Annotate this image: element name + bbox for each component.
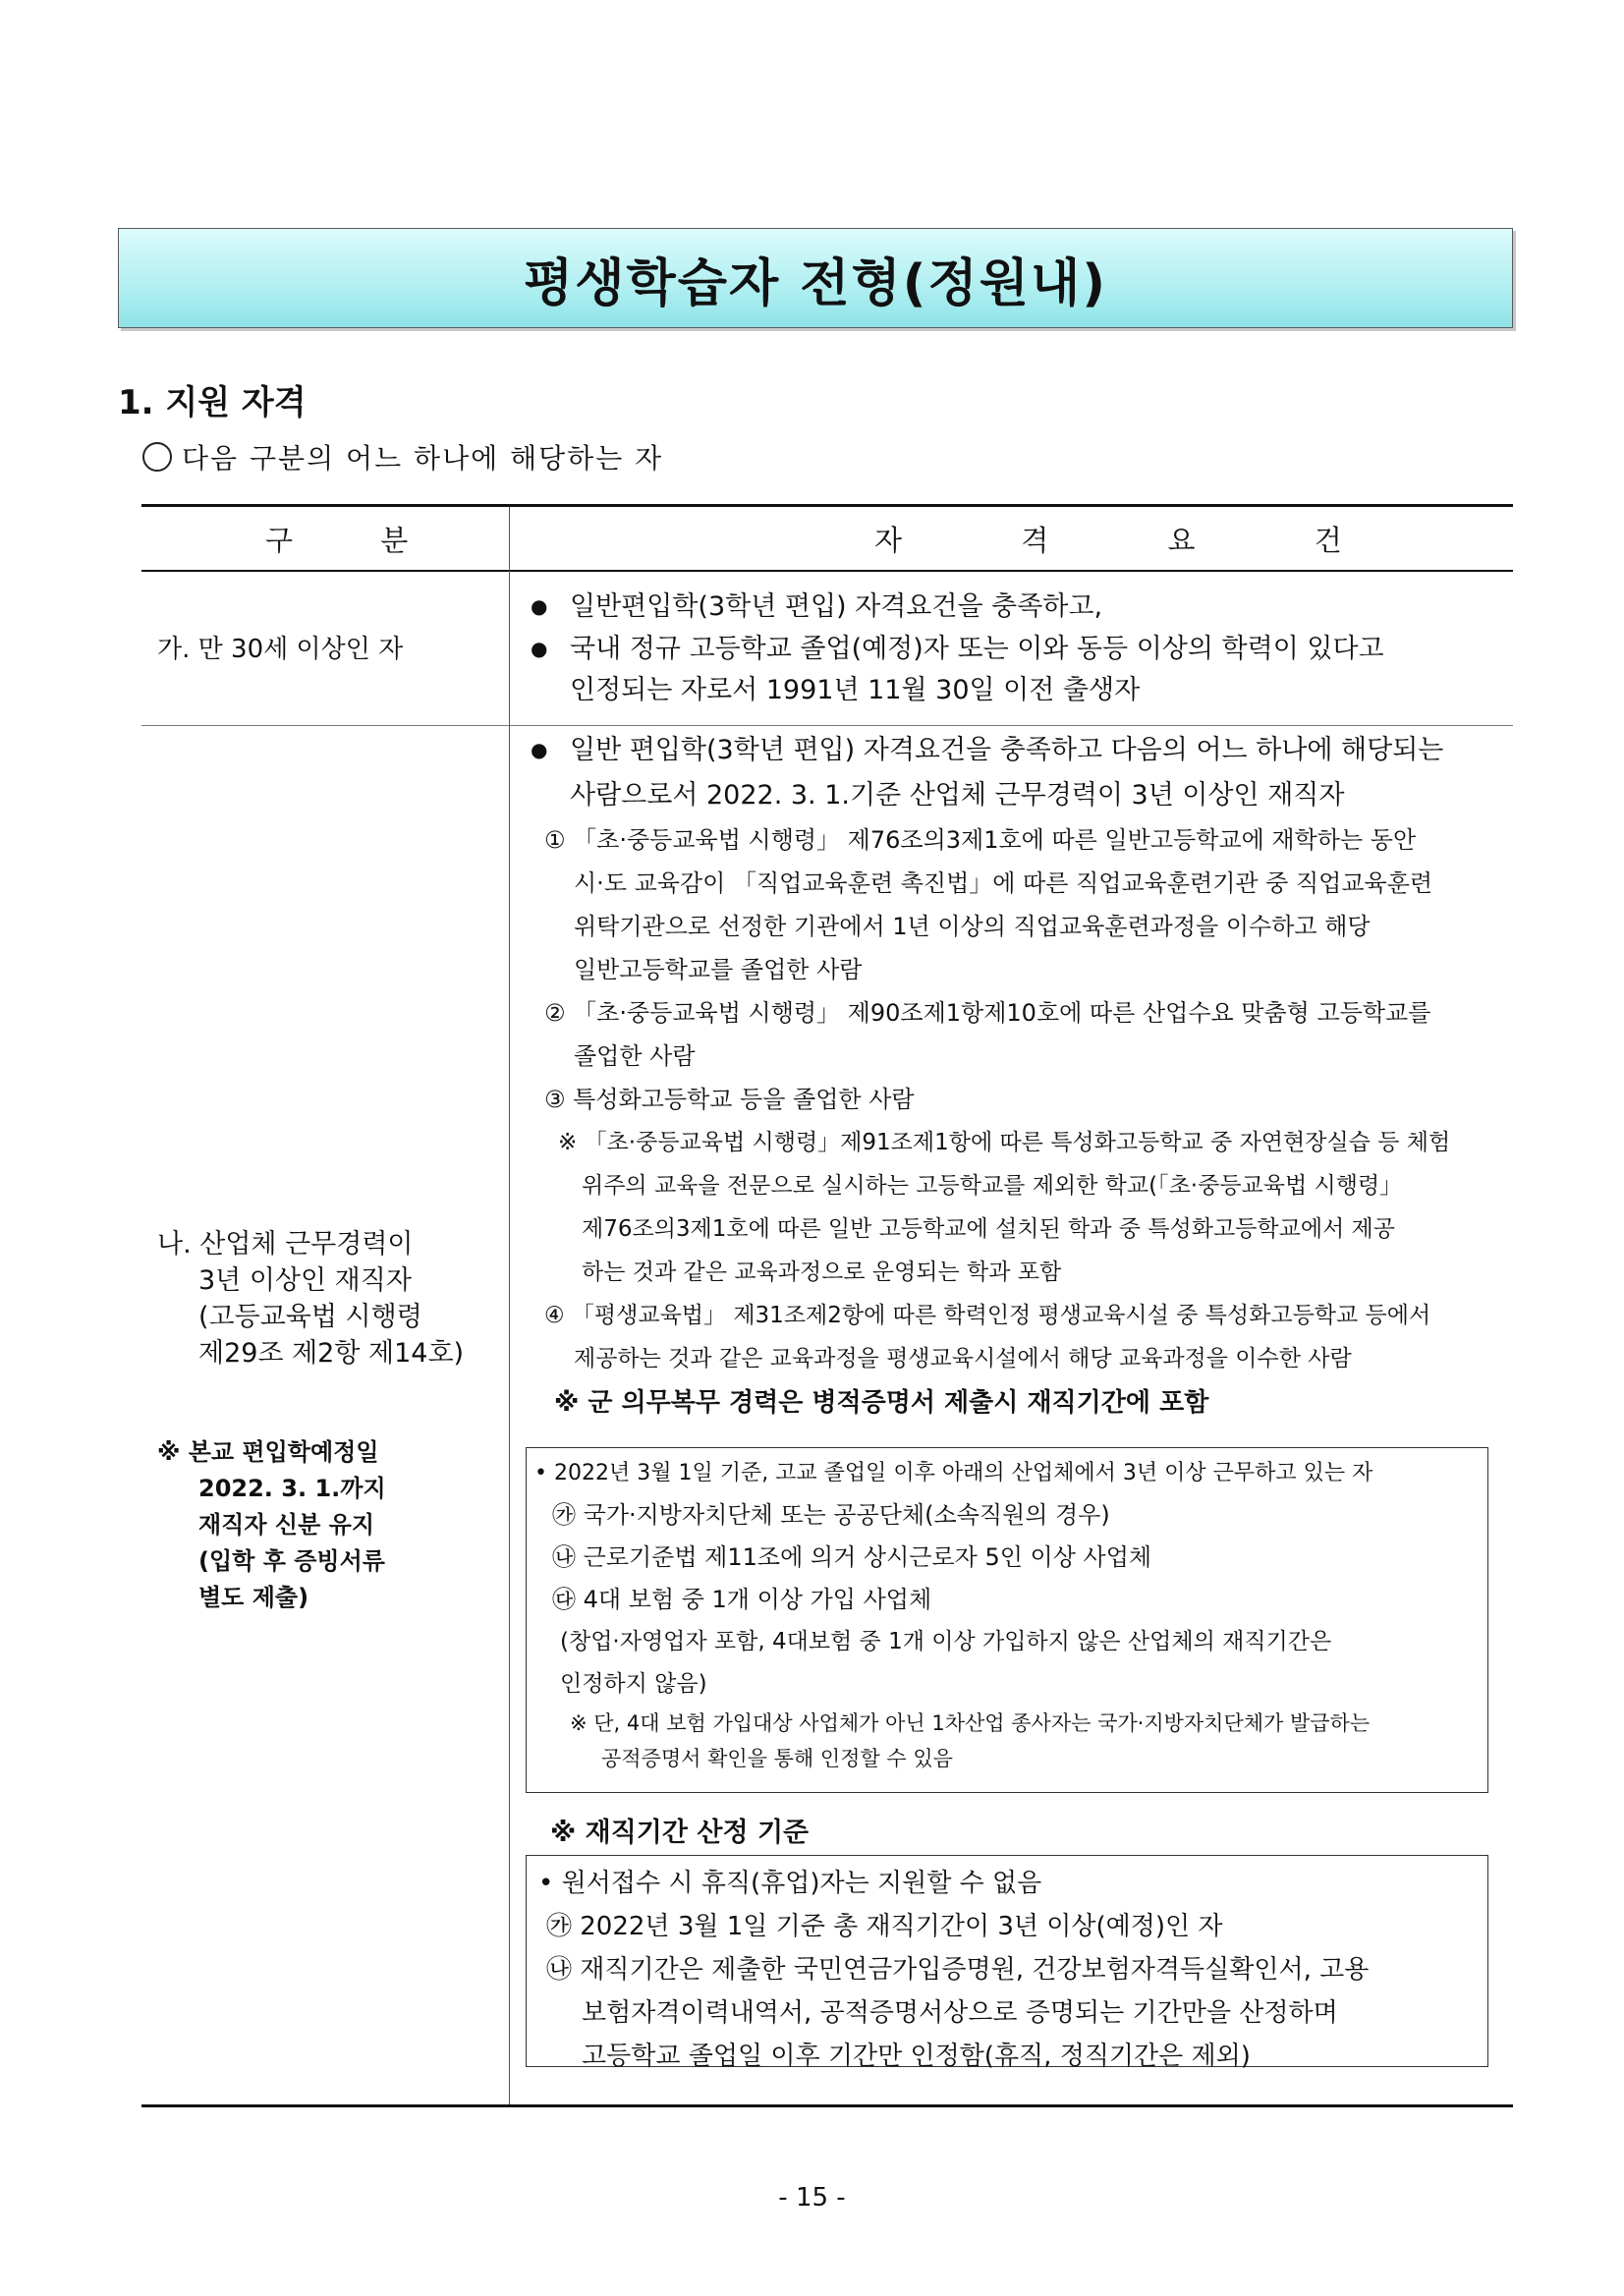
row2-label-line: 제29조 제2항 제14호) [198, 1338, 465, 1369]
row2-line: ● 일반 편입학(3학년 편입) 자격요건을 충족하고 다음의 어느 하나에 해당되는 [531, 727, 1503, 773]
row2-note-line: 2022. 3. 1.까지 [198, 1475, 386, 1502]
row2-note [157, 1434, 386, 1616]
header-requirements: 자 격 요 건 [874, 524, 1397, 557]
row2-note-line: (입학 후 증빙서류 [198, 1547, 385, 1575]
row2-line: 위주의 교육을 전문으로 실시하는 고등학교를 제외한 학교(「초·중등교육법 시행령」 [582, 1173, 1403, 1199]
box1-line: ㉰ 4대 보험 중 1개 이상 가입 사업체 [552, 1586, 932, 1613]
box1-line: 공적증명서 확인을 통해 인정할 수 있음 [601, 1747, 953, 1770]
row1-line: 인정되는 자로서 1991년 11월 30일 이전 출생자 [570, 675, 1141, 705]
row2-line: ① 「초·중등교육법 시행령」 제76조의3제1호에 따른 일반고등학교에 재학하는 동안 [544, 826, 1417, 854]
row2-line: ※ 「초·중등교육법 시행령」제91조제1항에 따른 특성화고등학교 중 자연현장실습 등 체험 [558, 1130, 1451, 1155]
page-title: 평생학습자 전형(정원내) [524, 253, 1107, 313]
section-intro-text: 다음 구분의 어느 하나에 해당하는 자 [182, 442, 664, 475]
row2-label-line: 나. 산업체 근무경력이 [157, 1229, 414, 1260]
employment-period-box [526, 1855, 1488, 2071]
page-title-banner [118, 228, 1513, 328]
box1-line: ㉮ 국가·지방자치단체 또는 공공단체(소속직원의 경우) [552, 1501, 1110, 1529]
table-column-divider [509, 507, 510, 2104]
row2-line: 하는 것과 같은 교육과정으로 운영되는 학과 포함 [582, 1260, 1062, 1285]
row2-line: 졸업한 사람 [574, 1042, 696, 1070]
box2-line: ㉯ 재직기간은 제출한 국민연금가입증명원, 건강보험자격득실확인서, 고용 [546, 1955, 1370, 1985]
row2-military-note: ※ 군 의무복무 경력은 병적증명서 제출시 재직기간에 포함 [554, 1388, 1209, 1418]
row1-line: ● 국내 정규 고등학교 졸업(예정)자 또는 이와 동등 이상의 학력이 있다고 [531, 628, 1503, 670]
section-heading: 1. 지원 자격 [118, 383, 307, 422]
row2-items [531, 818, 1503, 1380]
row2-line: 제76조의3제1호에 따른 일반 고등학교에 설치된 학과 중 특성화고등학교에서 제공 [582, 1216, 1395, 1242]
employment-period-heading: ※ 재직기간 산정 기준 [550, 1818, 810, 1848]
row1-requirements [531, 586, 1503, 711]
row1-label: 가. 만 30세 이상인 자 [157, 635, 404, 664]
row2-line: ② 「초·중등교육법 시행령」 제90조제1항제10호에 따른 산업수요 맞춤형 고등학교를 [544, 999, 1431, 1027]
box1-line: ※ 단, 4대 보험 가입대상 사업체가 아닌 1차산업 종사자는 국가·지방자치단체가 발급하는 [570, 1711, 1371, 1735]
table-bottom-rule [141, 2104, 1513, 2107]
circle-bullet-icon [142, 442, 172, 472]
row2-requirements [531, 727, 1503, 1426]
row2-label [157, 1226, 464, 1372]
table-row-divider [141, 725, 1513, 726]
row2-line: 시·도 교육감이 「직업교육훈련 촉진법」에 따른 직업교육훈련기관 중 직업교육훈련 [574, 869, 1433, 897]
row2-line: ④ 「평생교육법」 제31조제2항에 따른 학력인정 평생교육시설 중 특성화고등학교 등에서 [544, 1303, 1431, 1328]
row2-note-line: 재직자 신분 유지 [198, 1511, 374, 1539]
box2-line: ㉮ 2022년 3월 1일 기준 총 재직기간이 3년 이상(예정)인 자 [546, 1912, 1223, 1941]
box1-line: 인정하지 않음) [560, 1671, 707, 1697]
row2-line: 위탁기관으로 선정한 기관에서 1년 이상의 직업교육훈련과정을 이수하고 해당 [574, 913, 1371, 940]
employment-conditions-box [526, 1447, 1488, 1793]
row2-label-line: 3년 이상인 재직자 [198, 1265, 412, 1296]
box1-line: • 2022년 3월 1일 기준, 고교 졸업일 이후 아래의 산업체에서 3년 이상 근무하고 있는 자 [534, 1461, 1373, 1485]
row2-note-line: 별도 제출) [198, 1584, 309, 1611]
row2-line: ③ 특성화고등학교 등을 졸업한 사람 [544, 1086, 915, 1113]
box2-line: • 원서접수 시 휴직(휴업)자는 지원할 수 없음 [538, 1869, 1042, 1898]
box1-line: ㉯ 근로기준법 제11조에 의거 상시근로자 5인 이상 사업체 [552, 1543, 1152, 1571]
table-header-rule [141, 570, 1513, 572]
row2-line: 제공하는 것과 같은 교육과정을 평생교육시설에서 해당 교육과정을 이수한 사람 [574, 1346, 1352, 1372]
row2-line: 사람으로서 2022. 3. 1.기준 산업체 근무경력이 3년 이상인 재직자 [570, 780, 1345, 811]
row1-line: ● 일반편입학(3학년 편입) 자격요건을 충족하고, [531, 586, 1503, 628]
section-intro [142, 437, 663, 476]
row2-line: 일반고등학교를 졸업한 사람 [574, 956, 863, 983]
header-category: 구 분 [265, 524, 448, 557]
row2-note-line: ※ 본교 편입학예정일 [157, 1438, 379, 1466]
page-number: - 15 - [778, 2183, 846, 2212]
box1-line: (창업·자영업자 포함, 4대보험 중 1개 이상 가입하지 않은 산업체의 재직기간은 [560, 1629, 1332, 1654]
box2-line: 보험자격이력내역서, 공적증명서상으로 증명되는 기간만을 산정하며 [582, 1998, 1338, 2028]
table-top-rule [141, 504, 1513, 507]
row2-label-line: (고등교육법 시행령 [198, 1302, 422, 1332]
box2-line: 고등학교 졸업일 이후 기간만 인정함(휴직, 정직기간은 제외) [582, 2042, 1251, 2071]
